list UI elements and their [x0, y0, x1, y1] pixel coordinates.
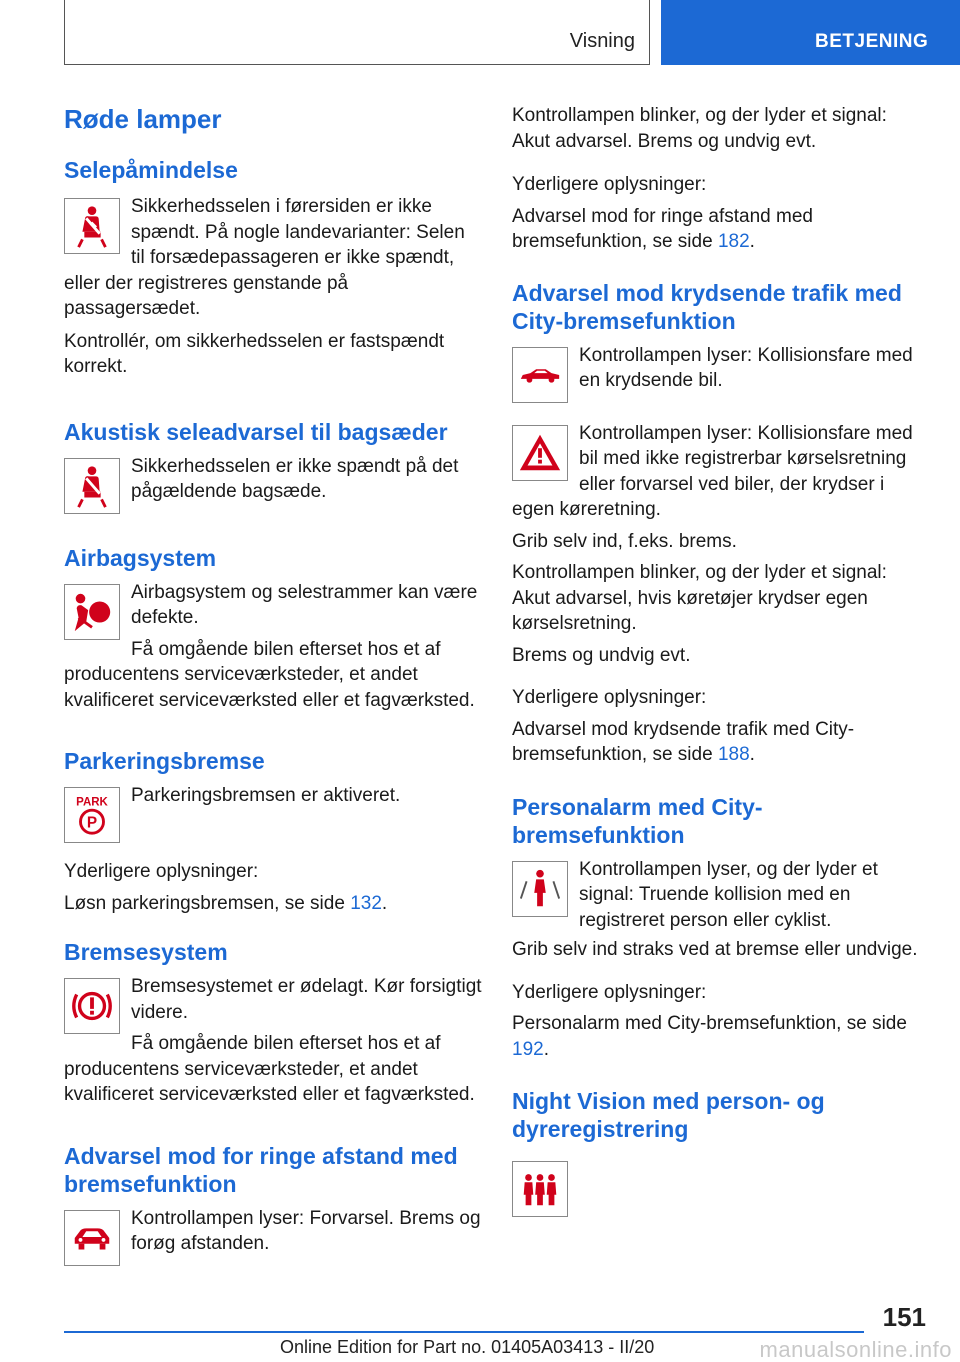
- right-column: [512, 100, 928, 1221]
- airbag-item: [64, 580, 482, 714]
- footer-edition: Online Edition for Part no. 01405A03413 - II/20: [280, 1337, 655, 1357]
- seat-reminder-item: [64, 194, 482, 322]
- cross-traffic-text-5: Brems og undvig evt.: [512, 644, 691, 666]
- distance-more-info: Yderligere oplysninger:: [512, 174, 707, 195]
- footer-divider: [64, 1331, 864, 1333]
- distance-ref-end: .: [749, 231, 755, 252]
- cross-traffic-ref-end: .: [749, 744, 755, 765]
- brake-text-2: Få omgående bilen efterset hos et af producentens serviceværksteder, et andet kvalificeret serviceværksted eller et fagværksted.: [64, 1033, 475, 1105]
- left-column: [64, 100, 482, 1270]
- person-alarm-ref: [512, 1011, 928, 1062]
- airbag-text: Airbagsystem og selestrammer kan være defekte.: [131, 581, 478, 628]
- parking-text: Parkeringsbremsen er aktiveret.: [131, 785, 401, 806]
- heading-night-vision: Night Vision med person- og dyreregistrering: [512, 1088, 825, 1142]
- distance-item: [64, 1206, 482, 1270]
- car-side-icon: [512, 347, 568, 403]
- cross-traffic-more-info: Yderligere oplysninger:: [512, 687, 707, 708]
- person-alarm-page-link[interactable]: 192: [512, 1038, 544, 1060]
- brake-text: Bremsesystemet er ødelagt. Kør forsigtigt videre.: [131, 976, 482, 1023]
- pedestrians-icon: [512, 1161, 568, 1217]
- heading-seat-reminder: Selepåmindelse: [64, 157, 238, 183]
- distance-text: Kontrollampen lyser: Forvarsel. Brems og forøg afstanden.: [131, 1207, 481, 1254]
- cross-traffic-ref: [512, 717, 928, 768]
- header-chapter-tab[interactable]: [661, 0, 960, 65]
- seat-reminder-text: Sikkerhedsselen i førersiden er ikke spændt. På nogle landevarianter: Selen til forsædepassageren er ikke spændt, eller der registreres genstande på passagersædet.: [64, 196, 465, 319]
- heading-airbag: Airbagsystem: [64, 544, 217, 571]
- header-section-box: [64, 0, 650, 65]
- distance-ref-text: Advarsel mod for ringe afstand med bremsefunktion, se side: [512, 205, 813, 252]
- page-number: 151: [882, 1302, 926, 1332]
- person-alarm-ref-text: Personalarm med City-bremsefunktion, se side: [512, 1013, 907, 1034]
- person-alarm-text: Kontrollampen lyser, og der lyder et signal: Truende kollision med en registreret person eller cyklist.: [579, 858, 878, 931]
- heading-rear-seat: Akustisk seleadvarsel til bagsæder: [64, 418, 448, 445]
- heading-person-alarm: Personalarm med City-bremsefunktion: [512, 793, 763, 848]
- seat-reminder-text-2: Kontrollér, om sikkerhedsselen er fastspændt korrekt.: [64, 330, 445, 377]
- heading-cross-traffic: Advarsel mod krydsende trafik med City-bremsefunktion: [512, 279, 902, 334]
- airbag-icon: [64, 584, 120, 640]
- watermark: manualsonline.info: [759, 1337, 952, 1362]
- distance-cont-text: Kontrollampen blinker, og der lyder et signal: Akut advarsel. Brems og undvig evt.: [512, 105, 887, 152]
- parking-icon-label: PARK: [76, 796, 108, 809]
- parking-brake-icon: [64, 787, 120, 843]
- car-front-warning-icon: [64, 1210, 120, 1266]
- distance-page-link[interactable]: 182: [717, 231, 750, 252]
- cross-traffic-ref-text: Advarsel mod krydsende trafik med City-bremsefunktion, se side: [512, 718, 855, 765]
- cross-traffic-page-link[interactable]: 188: [717, 744, 750, 765]
- pedestrian-warning-icon: [512, 861, 568, 917]
- person-alarm-item: [512, 857, 928, 934]
- parking-ref-text: Løsn parkeringsbremsen, se side: [64, 892, 351, 914]
- person-alarm-text-2: Grib selv ind straks ved at bremse eller undvige.: [512, 939, 918, 960]
- night-vision-item: [512, 1157, 928, 1221]
- brake-item: [64, 974, 482, 1108]
- heading-distance: Advarsel mod for ringe afstand med bremsefunktion: [64, 1142, 458, 1197]
- header-section-label: Visning: [569, 30, 635, 52]
- heading-brake: Bremsesystem: [64, 939, 228, 965]
- distance-ref: [512, 204, 928, 255]
- cross-traffic-text-1: Kontrollampen lyser: Kollisionsfare med en krydsende bil.: [579, 344, 913, 391]
- seatbelt-icon: [64, 198, 120, 254]
- seatbelt-rear-icon: [64, 458, 120, 514]
- parking-more-info: Yderligere oplysninger:: [64, 861, 259, 882]
- cross-traffic-text-2: Kontrollampen lyser: Kollisionsfare med bil med ikke registrerbar kørselsretning eller forvarsel ved biler, der krydser i egen køreretning.: [512, 422, 913, 520]
- person-alarm-more-info: Yderligere oplysninger:: [512, 981, 707, 1003]
- person-alarm-ref-end: .: [543, 1038, 549, 1060]
- cross-traffic-item-2: [512, 421, 928, 523]
- heading-parking: Parkeringsbremse: [64, 748, 265, 774]
- warning-triangle-icon: [512, 425, 568, 481]
- rear-seat-item: [64, 454, 482, 518]
- parking-page-link[interactable]: 132: [350, 892, 382, 914]
- parking-ref-end: .: [381, 892, 388, 914]
- header-chapter-label: BETJENING: [815, 31, 929, 52]
- parking-item: [64, 783, 482, 847]
- parking-ref: [64, 891, 482, 917]
- parking-icon-letter: P: [86, 814, 98, 832]
- cross-traffic-item-1: [512, 343, 928, 407]
- cross-traffic-text-3: Grib selv ind, f.eks. brems.: [512, 530, 737, 552]
- brake-warning-icon: [64, 978, 120, 1034]
- rear-seat-text: Sikkerhedsselen er ikke spændt på det pågældende bagsæde.: [131, 455, 459, 502]
- cross-traffic-text-4: Kontrollampen blinker, og der lyder et signal: Akut advarsel, hvis køretøjer krydser egen kørselsretning.: [512, 562, 887, 634]
- page-title: Røde lamper: [64, 104, 222, 134]
- airbag-text-2: Få omgående bilen efterset hos et af producentens serviceværksteder, et andet kvalificeret serviceværksted eller et fagværksted.: [64, 638, 475, 711]
